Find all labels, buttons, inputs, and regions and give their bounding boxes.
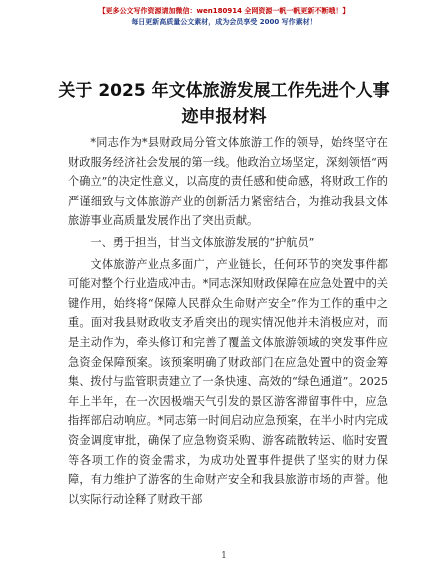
intro-paragraph: *同志作为*县财政局分管文体旅游工作的领导，始终坚守在财政服务经济社会发展的第一线。他政治立场坚定，深刻领悟“两个确立”的决定性意义，以高度的责任感和使命感，将财政工作的严谨细致与文体旅游产业的创新活力紧密结合，为推动我县文体旅游事业高质量发展作出了突出贡献。 xyxy=(68,136,388,228)
promo-banner xyxy=(0,6,448,28)
page-number: 1 xyxy=(221,551,227,561)
body-paragraph: 文体旅游产业点多面广，产业链长，任何环节的突发事件都可能对整个行业造成冲击。*同志深知财政保障在应急处置中的关键作用，始终将“保障人民群众生命财产安全”作为工作的重中之重。面对我县财政收支矛盾突出的现实情况他并未消极应对，而是主动作为，牵头修订和完善了覆盖文体旅游领域的突发事件应急资金保障预案。该预案明确了财政部门在应急处置中的资金筹集、拨付与监管职责建立了一条快速、高效的“绿色通道”。2025 年上半年，在一次因极端天气引发的景区游客滞留事件中，应急指挥部启动响应。*同志第一时间启动应急预案，在半小时内完成资金调度审批，确保了应急物资采购、游客疏散转运、临时安置等各项工作的资金需求，为成功处置事件提供了坚实的财力保障，有力维护了游客的生命财产安全和我县旅游市场的声誉。他以实际行动诠释了财政干部 xyxy=(68,257,388,506)
section-heading: 一、勇于担当，甘当文体旅游发展的“护航员” xyxy=(90,235,315,249)
document-body xyxy=(68,133,388,509)
document-title: 关于 2025 年文体旅游发展工作先进个人事迹申报材料 xyxy=(58,81,390,127)
promo-banner-line-2: 每日更新高质量公文素材，成为会员享受 2000 写作素材！ xyxy=(131,18,317,26)
promo-banner-line-1: 【更多公文写作资源请加微信：wen180914 全网资源一帆一帆更新不断哦！】 xyxy=(98,7,350,15)
